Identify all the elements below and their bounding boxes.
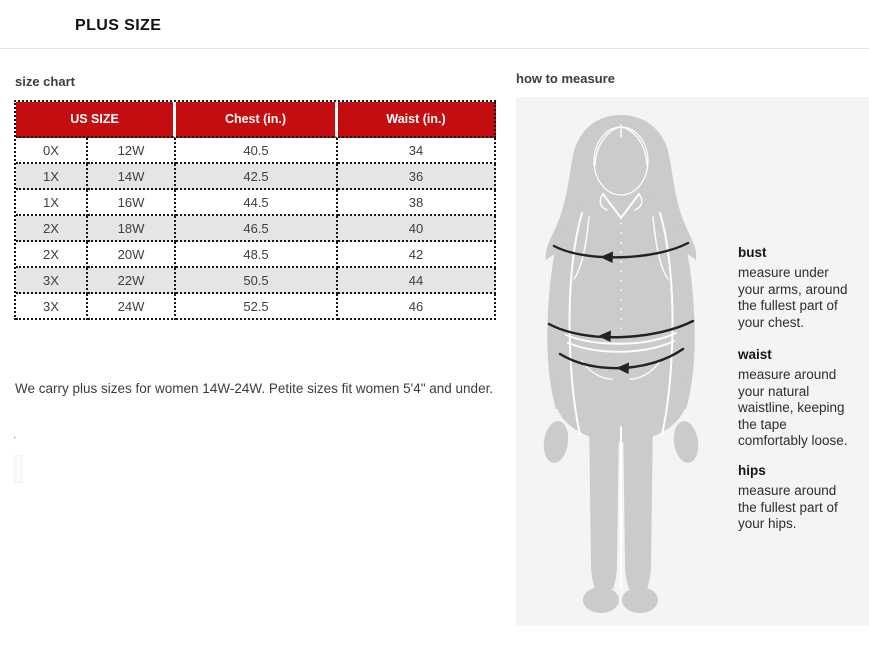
table-cell: 3X (16, 294, 88, 320)
measure-text: measure around the fullest part of your hips. (738, 483, 838, 531)
table-cell: 3X (16, 268, 88, 294)
table-cell: 46.5 (176, 216, 338, 242)
header-waist: Waist (in.) (338, 102, 496, 138)
table-cell: 2X (16, 216, 88, 242)
table-cell: 44 (338, 268, 496, 294)
size-chart-heading: size chart (15, 74, 75, 89)
faint-artifact-box (14, 455, 22, 483)
table-row (16, 294, 496, 320)
table-row (16, 216, 496, 242)
table-row (16, 190, 496, 216)
table-cell: 1X (16, 164, 88, 190)
measure-label: waist (738, 347, 772, 362)
page-title: PLUS SIZE (75, 17, 162, 34)
measure-section-hips (738, 463, 858, 533)
measure-section-waist (738, 347, 858, 450)
table-cell: 2X (16, 242, 88, 268)
table-row (16, 268, 496, 294)
sizes-note-text: We carry plus sizes for women 14W-24W. Petite sizes fit women 5'4" and under. (15, 381, 494, 396)
table-row (16, 164, 496, 190)
table-cell: 14W (88, 164, 176, 190)
table-cell: 12W (88, 138, 176, 164)
table-row (16, 242, 496, 268)
table-cell: 18W (88, 216, 176, 242)
table-cell: 24W (88, 294, 176, 320)
table-cell: 16W (88, 190, 176, 216)
measure-label: hips (738, 463, 766, 478)
table-cell: 38 (338, 190, 496, 216)
table-cell: 52.5 (176, 294, 338, 320)
table-cell: 44.5 (176, 190, 338, 216)
how-to-measure-heading: how to measure (516, 71, 615, 86)
table-cell: 1X (16, 190, 88, 216)
table-cell: 42.5 (176, 164, 338, 190)
header-divider (0, 48, 869, 49)
measure-text: measure under your arms, around the fullest part of your chest. (738, 265, 848, 330)
measure-label: bust (738, 245, 767, 260)
table-cell: 20W (88, 242, 176, 268)
table-cell: 48.5 (176, 242, 338, 268)
table-cell: 42 (338, 242, 496, 268)
header-us-size: US SIZE (16, 102, 176, 138)
plus-size-chart-table (14, 100, 496, 320)
table-cell: 40.5 (176, 138, 338, 164)
table-cell: 0X (16, 138, 88, 164)
measure-section-bust (738, 245, 858, 331)
table-cell: 46 (338, 294, 496, 320)
header-chest: Chest (in.) (176, 102, 338, 138)
table-header-row (16, 102, 496, 138)
measure-text: measure around your natural waistline, keeping the tape comfortably loose. (738, 367, 848, 448)
table-row (16, 138, 496, 164)
table-cell: 40 (338, 216, 496, 242)
how-to-measure-panel (516, 97, 869, 626)
stray-period-text: . (13, 427, 17, 441)
table-cell: 34 (338, 138, 496, 164)
table-cell: 36 (338, 164, 496, 190)
table-cell: 50.5 (176, 268, 338, 294)
table-cell: 22W (88, 268, 176, 294)
